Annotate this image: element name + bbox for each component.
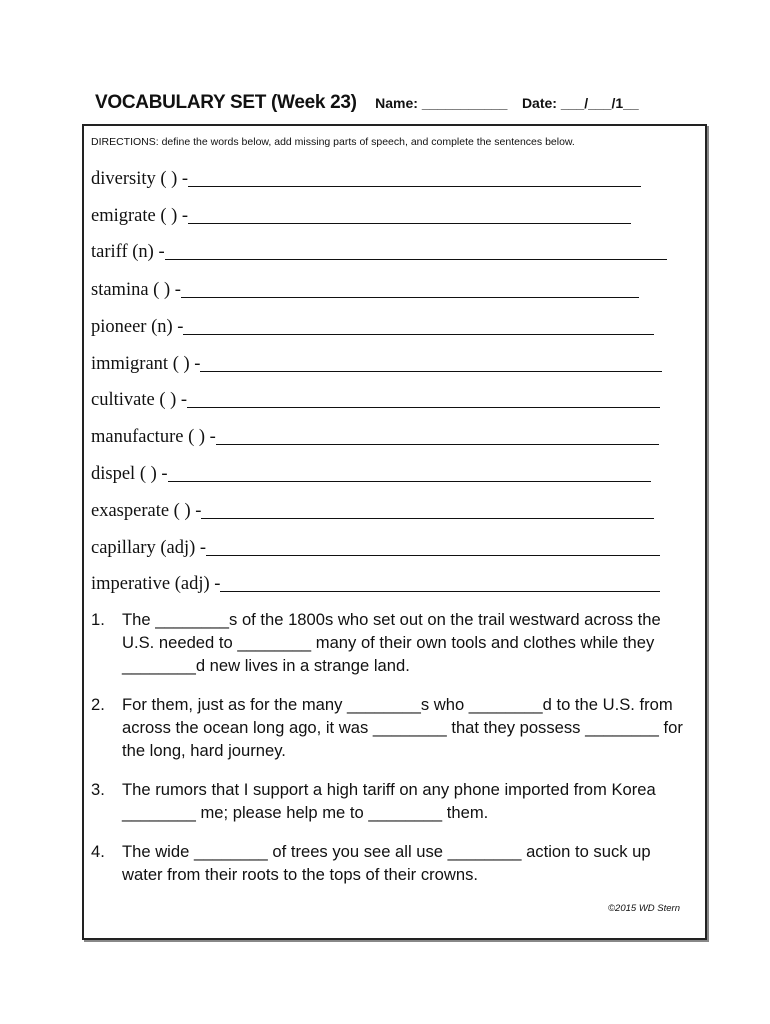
vocab-word: tariff (n) - [91,242,165,262]
definition-line [183,316,654,335]
definition-line [206,537,660,556]
definition-line [220,573,660,592]
directions-text: DIRECTIONS: define the words below, add missing parts of speech, and complete the sentences below. [91,136,575,148]
vocab-row-diversity [91,166,641,190]
definition-line [168,463,651,482]
vocab-row-pioneer [91,314,654,338]
definition-line [216,426,659,445]
vocab-row-exasperate [91,498,654,522]
sentence-text: The rumors that I support a high tariff on any phone imported from Korea ________ me; please help me to ________ them. [122,780,656,822]
sentence-item [91,840,691,886]
vocab-row-dispel [91,461,651,485]
vocab-row-manufacture [91,424,659,448]
definition-line [181,279,639,298]
sentence-number: 1. [91,610,105,629]
sentence-text: The ________s of the 1800s who set out on the trail westward across the U.S. needed to ________ many of their own tools and clothes while they ________d new lives in a strange land. [122,610,661,675]
sentence-text: The wide ________ of trees you see all use ________ action to suck up water from their roots to the tops of their crowns. [122,842,651,884]
vocab-word: diversity ( ) - [91,169,189,189]
vocab-word: cultivate ( ) - [91,390,188,410]
definition-line [165,241,667,260]
date-field: Date: ___/___/1__ [521,95,639,111]
definition-line [187,389,660,408]
vocab-word: manufacture ( ) - [91,427,216,447]
vocab-row-immigrant [91,351,662,375]
sentence-item [91,778,691,824]
vocab-row-tariff [91,239,667,263]
sentence-number: 2. [91,695,105,714]
definition-line [188,168,641,187]
definition-line [201,500,654,519]
sentence-list [91,608,691,902]
copyright-notice: ©2015 WD Stern [608,903,680,914]
vocab-word: exasperate ( ) - [91,501,202,521]
vocab-row-capillary [91,535,660,559]
vocab-word: emigrate ( ) - [91,206,189,226]
vocab-row-stamina [91,277,639,301]
vocab-word: stamina ( ) - [91,280,181,300]
vocab-word: pioneer (n) - [91,317,184,337]
sentence-number: 3. [91,780,105,799]
sentence-item [91,693,691,762]
sentence-number: 4. [91,842,105,861]
vocab-word: dispel ( ) - [91,464,168,484]
sentence-text: For them, just as for the many ________s who ________d to the U.S. from across the ocean long ago, it was ________ that they possess ________ for the long, hard journey. [122,695,683,760]
vocab-word: imperative (adj) - [91,574,221,594]
worksheet-title: VOCABULARY SET (Week 23) [95,92,357,113]
vocab-word: capillary (adj) - [91,538,207,558]
definition-line [200,353,662,372]
vocab-row-emigrate [91,203,631,227]
worksheet-header [95,92,695,120]
vocab-word: immigrant ( ) - [91,354,201,374]
sentence-item [91,608,691,677]
name-field: Name: ___________ [375,95,508,111]
vocab-row-cultivate [91,387,660,411]
vocab-row-imperative [91,571,660,595]
definition-line [188,205,631,224]
